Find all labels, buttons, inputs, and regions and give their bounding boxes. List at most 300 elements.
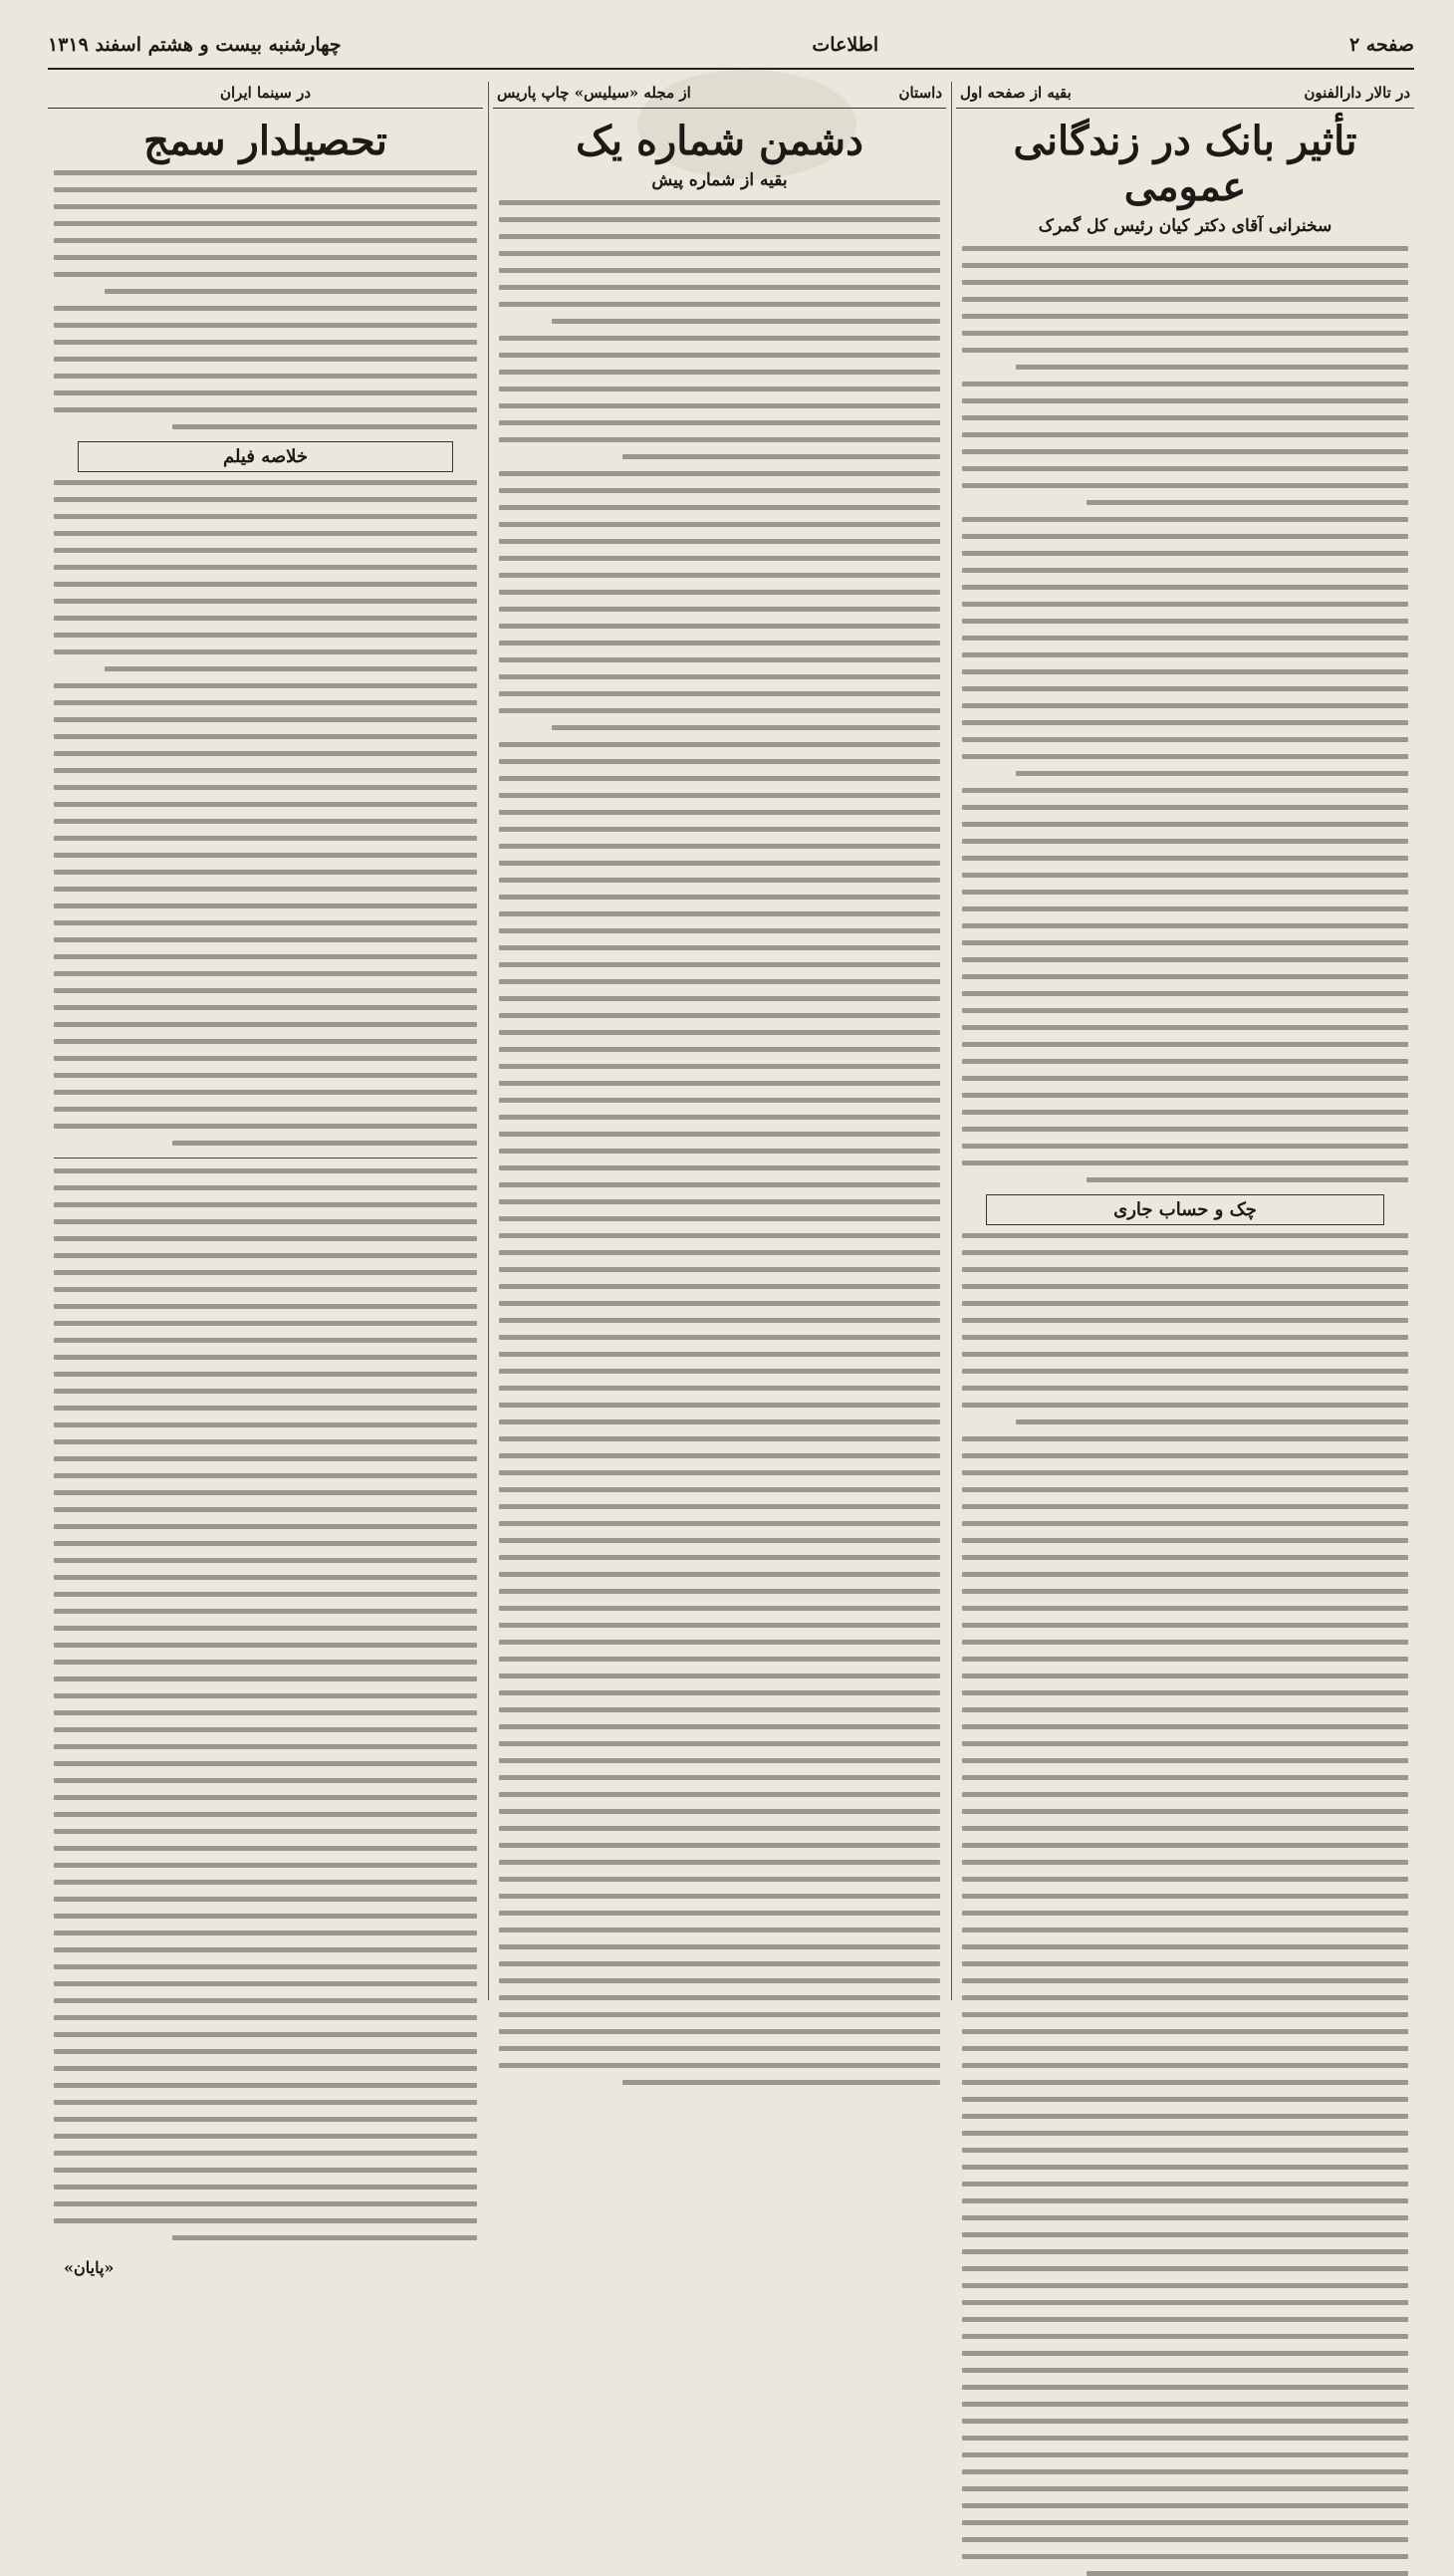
text-line [172, 424, 477, 429]
text-line [54, 531, 477, 536]
header-rule [48, 68, 1414, 70]
text-line [962, 991, 1408, 996]
text-line [54, 187, 477, 192]
text-line [54, 1236, 477, 1241]
film-review-body [48, 170, 483, 429]
text-line [54, 853, 477, 858]
text-line [499, 1606, 940, 1611]
text-line [962, 2198, 1408, 2203]
text-line [499, 1064, 940, 1069]
text-line [962, 1860, 1408, 1865]
column-story [493, 82, 946, 2000]
text-line [499, 1504, 940, 1509]
text-line [962, 1160, 1408, 1165]
text-line [54, 1676, 477, 1681]
text-line [962, 1640, 1408, 1645]
text-line [54, 1022, 477, 1027]
text-line [962, 1724, 1408, 1729]
text-line [54, 1795, 477, 1800]
text-line [54, 582, 477, 587]
text-line [962, 2114, 1408, 2119]
bank-article-body [956, 246, 1414, 1182]
text-line [499, 1081, 940, 1086]
text-line [54, 988, 477, 993]
text-line [54, 1355, 477, 1360]
text-line [962, 1369, 1408, 1374]
text-line [54, 1389, 477, 1394]
text-line [962, 2402, 1408, 2407]
text-line [962, 923, 1408, 928]
text-line [499, 1098, 940, 1103]
text-line [499, 471, 940, 476]
text-line [499, 996, 940, 1001]
text-line [962, 1436, 1408, 1441]
text-line [499, 1369, 940, 1374]
text-line [962, 1707, 1408, 1712]
text-line [499, 674, 940, 679]
story-source: از مجله «سیلیس» چاپ پاریس [497, 84, 691, 102]
text-line [962, 1978, 1408, 1983]
kicker-venue: در تالار دارالفنون [1304, 84, 1410, 102]
text-line [499, 1623, 940, 1628]
text-line [499, 1047, 940, 1052]
text-line [54, 1456, 477, 1461]
checks-section-body [956, 1233, 1414, 2576]
text-line [499, 1657, 940, 1662]
text-line [499, 1115, 940, 1120]
text-line [499, 1453, 940, 1458]
text-line [54, 954, 477, 959]
section-title-checks: چک و حساب جاری [986, 1194, 1384, 1225]
text-line [962, 1843, 1408, 1848]
text-line [54, 1439, 477, 1444]
film-title: تحصیلدار سمج [143, 118, 387, 164]
text-line [499, 1826, 940, 1831]
text-line [962, 2012, 1408, 2017]
story-subtitle: بقیه از شماره پیش [651, 170, 788, 190]
text-line [54, 221, 477, 226]
text-line [962, 1758, 1408, 1763]
text-line [962, 246, 1408, 251]
film-continued-body [48, 1168, 483, 2240]
text-line [962, 856, 1408, 861]
story-body [493, 200, 946, 2085]
text-line [172, 1141, 477, 1146]
text-line [54, 1124, 477, 1129]
text-line [962, 348, 1408, 353]
text-line [962, 2046, 1408, 2051]
text-line [499, 251, 940, 256]
text-line [54, 1372, 477, 1377]
text-line [962, 754, 1408, 759]
text-line [962, 2165, 1408, 2170]
text-line [54, 1710, 477, 1715]
text-line [499, 336, 940, 341]
text-line [499, 1792, 940, 1797]
text-line [54, 1524, 477, 1529]
text-line [962, 1076, 1408, 1081]
text-line [499, 1707, 940, 1712]
bank-article-kicker [956, 82, 1414, 109]
text-line [962, 1674, 1408, 1678]
text-line [54, 1541, 477, 1546]
text-line [499, 945, 940, 950]
text-line [54, 1914, 477, 1919]
text-line [54, 2032, 477, 2037]
text-line [54, 1897, 477, 1902]
text-line [54, 2185, 477, 2190]
text-line [54, 1473, 477, 1478]
text-line [962, 1144, 1408, 1149]
text-line [499, 1995, 940, 2000]
text-line [499, 1944, 940, 1949]
text-line [499, 1809, 940, 1814]
text-line [54, 1039, 477, 1044]
text-line [962, 1538, 1408, 1543]
text-line [54, 374, 477, 379]
text-line [54, 1304, 477, 1309]
text-line [499, 624, 940, 629]
text-line [499, 607, 940, 612]
text-line [54, 649, 477, 654]
text-line [54, 971, 477, 976]
story-title: دشمن شماره یک [576, 118, 863, 164]
text-line [499, 641, 940, 645]
text-line [54, 1846, 477, 1851]
text-line [499, 691, 940, 696]
text-line [499, 556, 940, 561]
text-line [54, 1321, 477, 1326]
text-line [172, 2235, 477, 2240]
text-line [499, 386, 940, 391]
text-line [499, 2012, 940, 2017]
text-line [499, 539, 940, 544]
text-line [962, 1059, 1408, 1064]
text-line [54, 1829, 477, 1834]
text-line [54, 887, 477, 892]
paper-name: اطلاعات [812, 34, 879, 56]
text-line [962, 2554, 1408, 2559]
text-line [499, 2046, 940, 2051]
text-line [499, 776, 940, 781]
text-line [962, 2368, 1408, 2373]
text-line [499, 1911, 940, 1916]
text-line [962, 2283, 1408, 2288]
text-line [499, 1589, 940, 1594]
text-line [962, 822, 1408, 827]
text-line [54, 340, 477, 345]
text-line [54, 1592, 477, 1597]
text-line [962, 1792, 1408, 1797]
text-line [499, 2029, 940, 2034]
text-line [54, 683, 477, 688]
text-line [499, 2063, 940, 2068]
text-line [962, 2486, 1408, 2491]
text-line [54, 1575, 477, 1580]
text-line [962, 619, 1408, 624]
text-line [54, 1185, 477, 1190]
text-line [499, 1149, 940, 1154]
text-line [54, 548, 477, 553]
text-line [962, 1470, 1408, 1475]
text-line [962, 314, 1408, 319]
text-line [499, 810, 940, 815]
text-line [499, 1386, 940, 1391]
text-line [54, 1812, 477, 1817]
text-line [499, 505, 940, 510]
text-line [962, 1233, 1408, 1238]
story-genre: داستان [898, 84, 942, 102]
cinema-venue: در سینما ایران [219, 84, 312, 102]
text-line [54, 1609, 477, 1614]
text-line [962, 1318, 1408, 1323]
text-line [962, 398, 1408, 403]
text-line [962, 585, 1408, 590]
text-line [962, 2148, 1408, 2153]
text-line [962, 2452, 1408, 2457]
text-line [962, 551, 1408, 556]
text-line [54, 565, 477, 570]
text-line [962, 415, 1408, 420]
text-line [54, 734, 477, 739]
text-line [54, 2168, 477, 2173]
issue-date: چهارشنبه بیست و هشتم اسفند ۱۳۱۹ [48, 34, 342, 56]
text-line [54, 204, 477, 209]
text-line [54, 937, 477, 942]
text-line [552, 319, 940, 324]
text-line [962, 1657, 1408, 1662]
text-line [54, 272, 477, 277]
text-line [962, 1521, 1408, 1526]
text-line [499, 1843, 940, 1848]
text-line [54, 2083, 477, 2088]
text-line [499, 1928, 940, 1932]
text-line [499, 1741, 940, 1746]
text-line [962, 1572, 1408, 1577]
text-line [962, 2080, 1408, 2085]
text-line [962, 483, 1408, 488]
page-number: صفحه ۲ [1348, 34, 1414, 56]
text-line [499, 437, 940, 442]
text-line [54, 1168, 477, 1173]
text-line [962, 466, 1408, 471]
text-line [54, 357, 477, 362]
text-line [962, 1386, 1408, 1391]
text-line [54, 1643, 477, 1648]
text-line [499, 1555, 940, 1560]
text-line [962, 652, 1408, 657]
text-line [962, 1127, 1408, 1132]
text-line [54, 1660, 477, 1665]
text-line [962, 906, 1408, 911]
text-line [499, 1640, 940, 1645]
text-line [962, 1741, 1408, 1746]
text-line [962, 1352, 1408, 1357]
text-line [962, 1110, 1408, 1115]
text-line [1016, 1419, 1408, 1424]
text-line [54, 1863, 477, 1868]
text-line [54, 390, 477, 395]
text-line [499, 268, 940, 273]
text-line [962, 839, 1408, 844]
text-line [962, 1008, 1408, 1013]
text-line [54, 768, 477, 773]
text-line [962, 2503, 1408, 2508]
text-line [962, 280, 1408, 285]
text-line [962, 263, 1408, 268]
text-line [499, 878, 940, 883]
column-divider [951, 82, 952, 2000]
text-line [54, 1073, 477, 1078]
text-line [499, 844, 940, 849]
text-line [499, 1233, 940, 1238]
text-line [54, 1761, 477, 1766]
text-line [54, 903, 477, 908]
text-line [962, 1894, 1408, 1899]
text-line [499, 1301, 940, 1306]
text-line [499, 1894, 940, 1899]
text-line [54, 920, 477, 925]
text-line [962, 2232, 1408, 2237]
page-header [48, 28, 1414, 62]
text-line [499, 285, 940, 290]
text-line [499, 1284, 940, 1289]
text-line [962, 2351, 1408, 2356]
text-line [54, 1626, 477, 1631]
text-line [499, 353, 940, 358]
text-line [962, 2385, 1408, 2390]
text-line [962, 1335, 1408, 1340]
text-line [499, 1352, 940, 1357]
text-line [54, 1090, 477, 1095]
text-line [54, 1202, 477, 1207]
text-line [499, 1132, 940, 1137]
text-line [499, 861, 940, 866]
text-line [499, 759, 940, 764]
text-line [499, 827, 940, 832]
text-line [54, 802, 477, 807]
text-line [54, 2015, 477, 2020]
text-line [962, 449, 1408, 454]
column-cinema [48, 82, 483, 2277]
text-line [54, 407, 477, 412]
text-line [499, 573, 940, 578]
text-line [962, 2317, 1408, 2322]
text-line [962, 1025, 1408, 1030]
text-line [962, 805, 1408, 810]
text-line [54, 1998, 477, 2003]
text-line [54, 1931, 477, 1935]
section-rule [54, 1158, 477, 1159]
text-line [962, 890, 1408, 895]
text-line [54, 255, 477, 260]
text-line [962, 2300, 1408, 2305]
text-line [105, 666, 477, 671]
text-line [54, 616, 477, 621]
text-line [499, 895, 940, 900]
text-line [962, 432, 1408, 437]
text-line [962, 2334, 1408, 2339]
text-line [54, 2100, 477, 2105]
text-line [499, 200, 940, 205]
text-line [499, 370, 940, 375]
text-line [499, 962, 940, 967]
text-line [962, 1928, 1408, 1932]
text-line [54, 1422, 477, 1427]
text-line [962, 1504, 1408, 1509]
text-line [54, 2134, 477, 2139]
text-line [962, 1301, 1408, 1306]
text-line [962, 1775, 1408, 1780]
text-line [54, 1558, 477, 1563]
text-line [1087, 1177, 1408, 1182]
column-bank-article [956, 82, 1414, 2000]
text-line [54, 1253, 477, 1258]
text-line [962, 1690, 1408, 1695]
text-line [499, 657, 940, 662]
text-line [962, 1995, 1408, 2000]
text-line [54, 751, 477, 756]
text-line [499, 403, 940, 408]
text-line [54, 2117, 477, 2122]
text-line [499, 1758, 940, 1763]
text-line [499, 1318, 940, 1323]
text-line [962, 1589, 1408, 1594]
text-line [499, 742, 940, 747]
text-line [499, 420, 940, 425]
bank-article-subtitle: سخنرانی آقای دکتر کیان رئیس کل گمرک [1038, 216, 1333, 236]
text-line [962, 788, 1408, 793]
text-line [54, 1778, 477, 1783]
text-line [499, 1572, 940, 1577]
text-line [622, 2080, 940, 2085]
text-line [962, 1809, 1408, 1814]
text-line [552, 725, 940, 730]
text-line [962, 1606, 1408, 1611]
text-line [962, 1623, 1408, 1628]
text-line [962, 2215, 1408, 2220]
text-line [499, 1470, 940, 1475]
text-line [499, 979, 940, 984]
text-line [54, 1406, 477, 1411]
text-line [962, 2537, 1408, 2542]
text-line [54, 785, 477, 790]
text-line [499, 590, 940, 595]
text-line [54, 633, 477, 638]
text-line [962, 534, 1408, 539]
text-line [962, 1944, 1408, 1949]
text-line [622, 454, 940, 459]
cinema-kicker [48, 82, 483, 109]
text-line [1016, 771, 1408, 776]
text-line [54, 480, 477, 485]
text-line [54, 306, 477, 311]
text-line [499, 928, 940, 933]
text-line [962, 1284, 1408, 1289]
text-line [962, 669, 1408, 674]
text-line [962, 940, 1408, 945]
text-line [54, 717, 477, 722]
film-summary-body [48, 480, 483, 1146]
text-line [54, 2049, 477, 2054]
text-line [54, 170, 477, 175]
text-line [962, 1555, 1408, 1560]
text-line [54, 2201, 477, 2206]
text-line [54, 1693, 477, 1698]
text-line [54, 1981, 477, 1986]
text-line [962, 636, 1408, 641]
text-line [499, 1521, 940, 1526]
